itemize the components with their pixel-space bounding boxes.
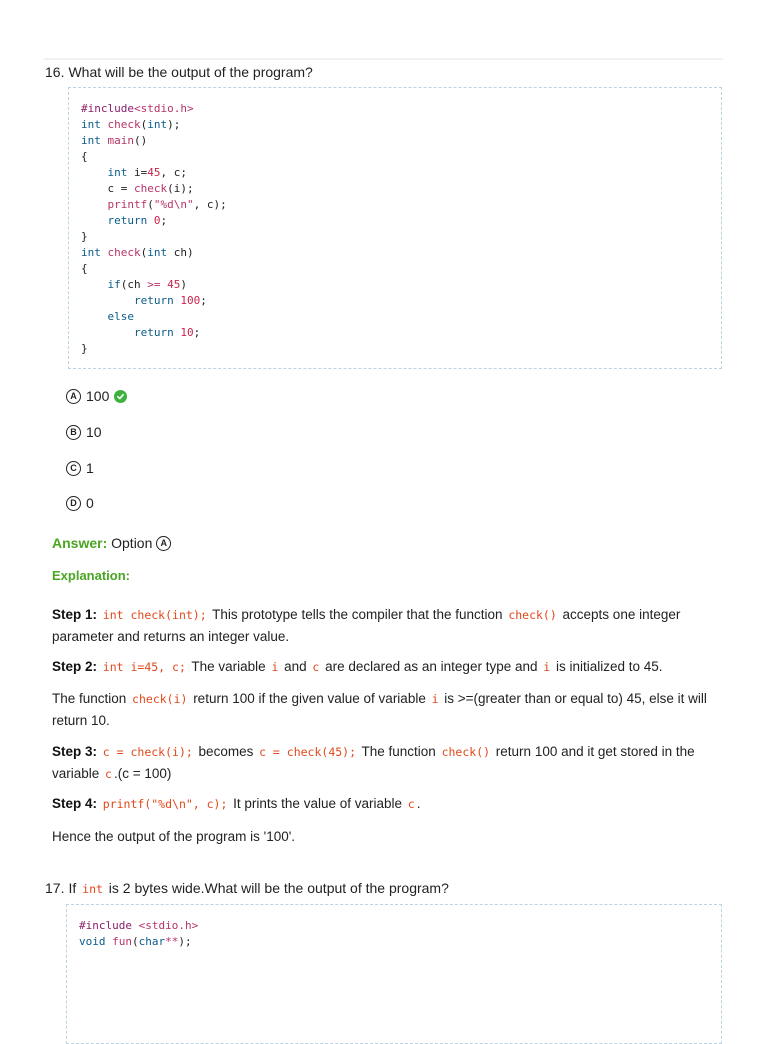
code-token: 10	[180, 326, 194, 339]
step-text: The function	[52, 691, 131, 706]
question-16-title	[45, 64, 313, 80]
code-line	[79, 918, 721, 934]
code-token: i=	[134, 166, 148, 179]
inline-code: check()	[508, 608, 557, 622]
question-number: 16.	[45, 64, 65, 80]
step-label: Step 1:	[52, 607, 98, 622]
top-divider	[44, 58, 723, 60]
code-token: return	[133, 294, 181, 307]
code-line	[81, 277, 721, 293]
code-line	[81, 245, 721, 261]
option-a[interactable]	[66, 388, 127, 404]
step-text: are declared as an integer type and	[321, 659, 542, 674]
code-line	[79, 934, 721, 950]
code-token: #include	[81, 102, 134, 115]
step-text: The variable	[187, 659, 270, 674]
option-d[interactable]	[66, 495, 94, 511]
code-token: check	[107, 246, 141, 259]
code-token: }	[81, 342, 88, 355]
code-token: ;	[160, 214, 168, 227]
code-token: 45	[147, 166, 161, 179]
code-token: (	[140, 118, 148, 131]
step-text: is >=(greater than or equal to) 45, else it will return 10.	[52, 691, 707, 728]
step-text: becomes	[194, 744, 258, 759]
step-3	[52, 741, 732, 785]
question-17-title	[45, 880, 449, 896]
code-token: int	[81, 118, 108, 131]
code-token: )	[180, 278, 187, 291]
step-text: return 100 and it get stored in the variable	[52, 744, 695, 781]
code-token: int	[81, 246, 108, 259]
code-token: main	[107, 134, 134, 147]
step-label: Step 4:	[52, 796, 98, 811]
code-line	[81, 197, 721, 213]
step-text: The function	[358, 744, 440, 759]
inline-code: int check(int);	[102, 608, 207, 622]
code-token: {	[81, 150, 88, 163]
option-a-badge: A	[66, 389, 81, 404]
code-token: {	[81, 262, 88, 275]
code-token: <stdio.h>	[133, 102, 194, 115]
step-label: Step 2:	[52, 659, 98, 674]
code-block-16	[68, 87, 722, 369]
answer-text: Option	[111, 535, 153, 551]
step-1	[52, 604, 732, 647]
code-line	[81, 309, 721, 325]
question-text: What will be the output of the program?	[68, 64, 313, 80]
inline-code: int	[82, 882, 103, 896]
inline-code: c = check(i);	[102, 745, 193, 759]
option-c-value: 1	[86, 460, 94, 476]
code-line	[81, 149, 721, 165]
code-token	[81, 278, 108, 291]
option-b[interactable]	[66, 424, 102, 440]
inline-code: printf("%d\n", c);	[102, 797, 228, 811]
code-token: int	[147, 246, 174, 259]
code-token: (	[140, 246, 148, 259]
code-token	[81, 294, 134, 307]
question-text: is 2 bytes wide.What will be the output of the program?	[104, 880, 449, 896]
step-2	[52, 656, 732, 678]
code-token	[81, 166, 108, 179]
code-token: int	[81, 134, 108, 147]
code-token: (i);	[167, 182, 194, 195]
step-text: .	[416, 796, 421, 811]
inline-code: c	[312, 660, 320, 674]
step-4	[52, 793, 732, 815]
code-token: ch)	[173, 246, 194, 259]
code-line	[81, 213, 721, 229]
code-token: >=	[147, 278, 161, 291]
code-line	[81, 117, 721, 133]
code-line	[81, 293, 721, 309]
code-token: int	[107, 166, 134, 179]
code-token: (	[132, 935, 139, 948]
option-b-badge: B	[66, 425, 81, 440]
answer-label: Answer:	[52, 535, 108, 551]
code-line	[81, 181, 721, 197]
inline-code: check(i)	[132, 692, 188, 706]
code-token: else	[107, 310, 134, 323]
inline-code: i	[543, 660, 551, 674]
option-b-value: 10	[86, 424, 102, 440]
code-token: (	[147, 198, 154, 211]
option-c-badge: C	[66, 461, 81, 476]
code-token: ;	[193, 326, 201, 339]
code-line	[81, 165, 721, 181]
code-token: #include	[79, 919, 139, 932]
step-text: and	[280, 659, 311, 674]
code-token: fun	[112, 935, 132, 948]
step-text: return 100 if the given value of variable	[189, 691, 430, 706]
inline-code: i	[431, 692, 439, 706]
answer-badge: A	[156, 536, 171, 551]
code-line	[81, 101, 721, 117]
code-token: int	[147, 118, 168, 131]
step-2-detail	[52, 688, 732, 731]
answer-line	[52, 535, 171, 551]
code-token: ;	[200, 294, 207, 307]
code-token: printf	[107, 198, 148, 211]
code-token: check	[107, 118, 141, 131]
code-token: ()	[134, 134, 148, 147]
step-text: It prints the value of variable	[229, 796, 406, 811]
code-line	[81, 261, 721, 277]
code-token: );	[167, 118, 181, 131]
code-token: , c;	[160, 166, 187, 179]
step-text: accepts one integer parameter and returns an integer value.	[52, 607, 681, 644]
inline-code: int i=45, c;	[102, 660, 186, 674]
code-token: **	[165, 935, 179, 948]
code-token: "%d\n"	[153, 198, 194, 211]
inline-code: i	[271, 660, 279, 674]
code-line	[81, 325, 721, 341]
code-token: check	[133, 182, 168, 195]
code-token: <stdio.h>	[138, 919, 199, 932]
code-token: void	[79, 935, 113, 948]
code-token	[81, 326, 134, 339]
code-line	[81, 133, 721, 149]
inline-code: c	[105, 767, 112, 781]
code-line	[81, 229, 721, 245]
code-token	[81, 310, 108, 323]
code-token: 0	[153, 214, 161, 227]
code-token: 45	[167, 278, 181, 291]
inline-code: c	[407, 797, 415, 811]
code-line	[81, 341, 721, 357]
code-token: );	[178, 935, 192, 948]
code-token: return	[133, 326, 181, 339]
option-a-value: 100	[86, 388, 110, 404]
code-token: return	[107, 214, 154, 227]
option-c[interactable]	[66, 460, 94, 476]
step-text: This prototype tells the compiler that the function	[208, 607, 507, 622]
conclusion	[52, 826, 732, 847]
code-token: char	[138, 935, 166, 948]
question-text: If	[68, 880, 81, 896]
code-block-17	[66, 904, 722, 1044]
code-token: }	[81, 230, 88, 243]
inline-code: check()	[441, 745, 491, 759]
code-token	[81, 214, 108, 227]
code-token: (ch	[120, 278, 148, 291]
code-token	[81, 198, 108, 211]
code-token: , c);	[193, 198, 227, 211]
inline-code: c = check(45);	[259, 745, 357, 759]
code-token: 100	[180, 294, 201, 307]
code-token: if	[107, 278, 121, 291]
code-token: c =	[81, 182, 134, 195]
explanation-label: Explanation:	[52, 568, 131, 583]
step-text: is initialized to 45.	[552, 659, 663, 674]
step-text: .(c = 100)	[113, 766, 172, 781]
step-text: Hence the output of the program is '100'.	[52, 829, 296, 844]
question-number: 17.	[45, 880, 65, 896]
option-d-badge: D	[66, 496, 81, 511]
step-label: Step 3:	[52, 744, 98, 759]
option-d-value: 0	[86, 495, 94, 511]
check-circle-icon	[114, 390, 127, 403]
